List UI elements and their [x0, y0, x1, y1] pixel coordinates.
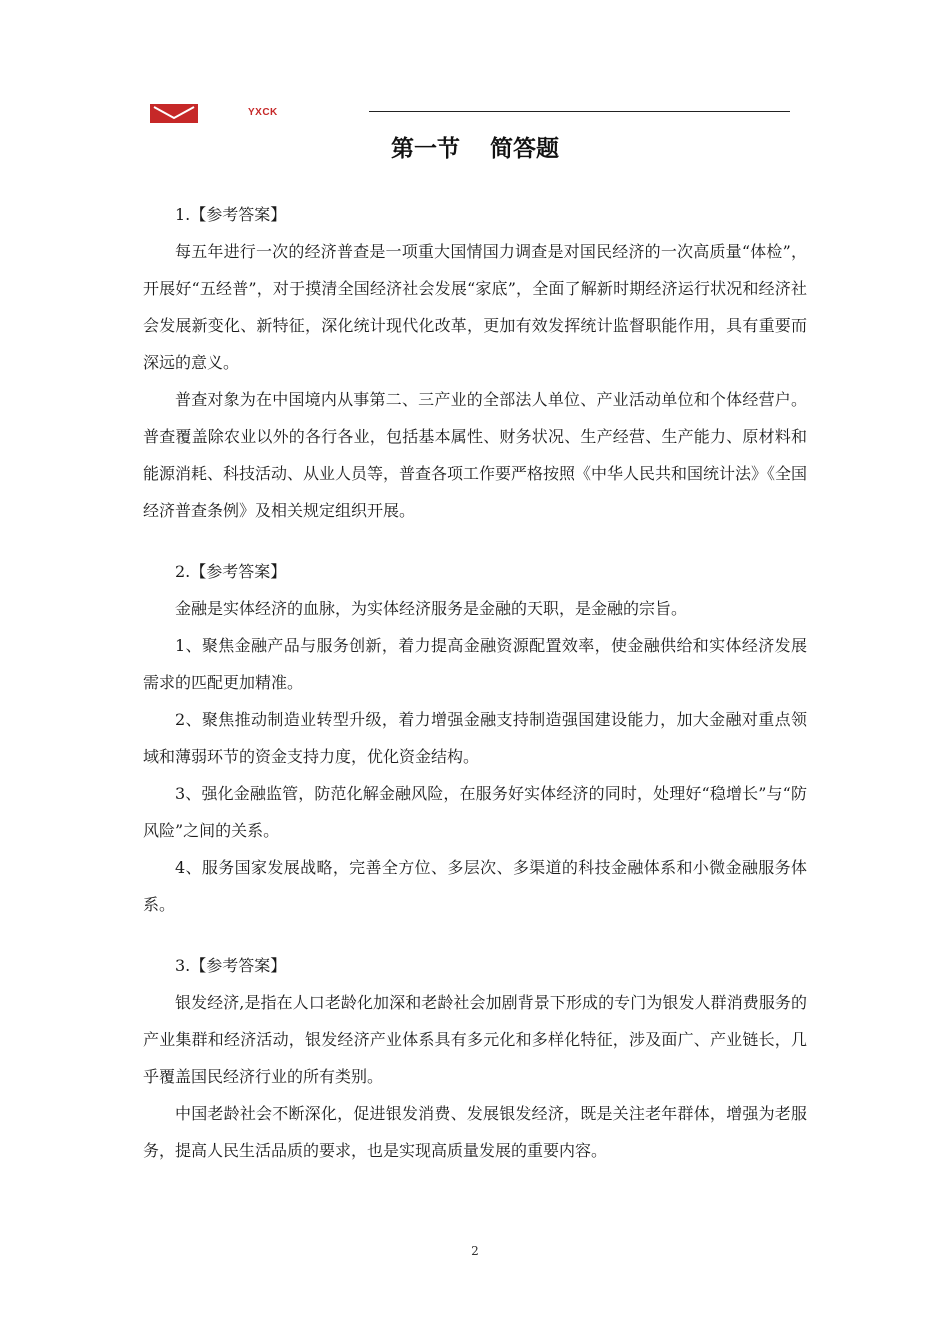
- section-heading: 1.【参考答案】: [175, 205, 287, 224]
- answer-section-1: [143, 196, 807, 529]
- paragraph: 普查对象为在中国境内从事第二、三产业的全部法人单位、产业活动单位和个体经营户。普查覆盖除农业以外的各行各业，包括基本属性、财务状况、生产经营、生产能力、原材料和能源消耗、科技活动、从业人员等，普查各项工作要严格按照《中华人民共和国统计法》《全国经济普查条例》及相关规定组织开展。: [143, 390, 808, 520]
- section-heading: 3.【参考答案】: [175, 956, 287, 975]
- document-body: [143, 196, 807, 1193]
- paragraph: 中国老龄社会不断深化，促进银发消费、发展银发经济，既是关注老年群体，增强为老服务，提高人民生活品质的要求，也是实现高质量发展的重要内容。: [143, 1104, 807, 1160]
- paragraph: 每五年进行一次的经济普查是一项重大国情国力调查是对国民经济的一次高质量“体检”，开展好“五经普”，对于摸清全国经济社会发展“家底”，全面了解新时期经济运行状况和经济社会发展新变化、新特征，深化统计现代化改革，更加有效发挥统计监督职能作用，具有重要而深远的意义。: [143, 242, 807, 372]
- answer-section-2: [143, 553, 807, 923]
- paragraph: 金融是实体经济的血脉，为实体经济服务是金融的天职，是金融的宗旨。: [175, 599, 688, 618]
- header-divider: [369, 111, 790, 112]
- page-number: 2: [471, 1244, 479, 1258]
- brand-text: YXCK: [248, 107, 278, 118]
- envelope-logo-icon: [150, 104, 198, 123]
- section-heading: 2.【参考答案】: [175, 562, 287, 581]
- page-title: [0, 130, 950, 163]
- paragraph: 3、强化金融监管，防范化解金融风险，在服务好实体经济的同时，处理好“稳增长”与“防风险”之间的关系。: [143, 784, 807, 840]
- paragraph: 2、聚焦推动制造业转型升级，着力增强金融支持制造强国建设能力，加大金融对重点领域和薄弱环节的资金支持力度，优化资金结构。: [143, 710, 807, 766]
- answer-section-3: [143, 947, 807, 1169]
- title-part-1: 第一节: [391, 136, 460, 162]
- paragraph: 银发经济,是指在人口老龄化加深和老龄社会加剧背景下形成的专门为银发人群消费服务的产业集群和经济活动，银发经济产业体系具有多元化和多样化特征，涉及面广、产业链长，几乎覆盖国民经济行业的所有类别。: [143, 993, 807, 1086]
- title-part-2: 简答题: [490, 136, 559, 162]
- paragraph: 1、聚焦金融产品与服务创新，着力提高金融资源配置效率，使金融供给和实体经济发展需求的匹配更加精准。: [143, 636, 807, 692]
- paragraph: 4、服务国家发展战略，完善全方位、多层次、多渠道的科技金融体系和小微金融服务体系。: [143, 858, 807, 914]
